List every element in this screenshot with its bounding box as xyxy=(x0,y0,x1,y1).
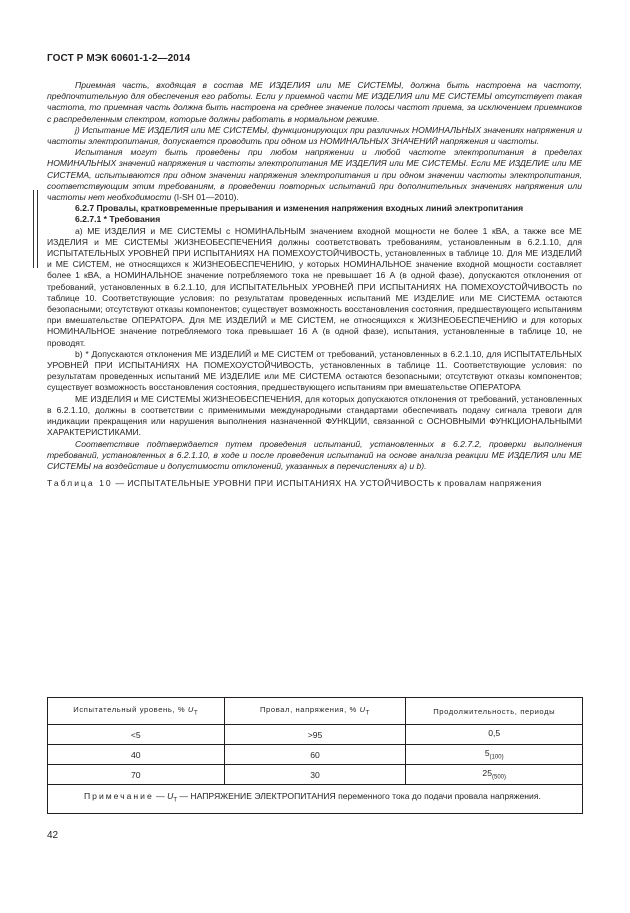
paragraph-receiver: Приемная часть, входящая в состав МЕ ИЗДЕЛИЯ или МЕ СИСТЕМЫ, должна быть настроена на частоту, предпочтительную для обеспечения его работы. Если у приемной части МЕ ИЗДЕЛИЯ или МЕ СИСТЕМЫ отсутствует такая частота, то приемная часть должна быть настроена на среднее значение полосы частот приема, за исключением приемников с распределенным спектром, которые должны работать в нормальном режиме. xyxy=(47,80,582,124)
cell-duration: 0,5 xyxy=(406,725,583,745)
paragraph-compliance: Соответствие подтверждается путем проведения испытаний, установленных в 6.2.7.2, проверки выполнения требований, установленных в 6.2.1.10, в ходе и после проведения испытаний на основе анализа реакции МЕ ИЗДЕЛИЯ или МЕ СИСТЕМЫ на воздействие и допустимости отклонений, указанных в перечислениях а) и b). xyxy=(47,438,582,471)
paragraph-item-j: j) Испытание МЕ ИЗДЕЛИЯ или МЕ СИСТЕМЫ, функционирующих при различных НОМИНАЛЬНЫХ значениях напряжения и частоты электропитания, допускается проводить при одном из НОМИНАЛЬНЫХ ЗНАЧЕНИЙ напряжения и частоты. xyxy=(47,124,582,147)
cell-dip: 30 xyxy=(224,765,406,785)
change-bar-right xyxy=(37,190,38,268)
table-caption-text: — ИСПЫТАТЕЛЬНЫЕ УРОВНИ ПРИ ИСПЫТАНИЯХ НА УСТОЙЧИВОСТЬ к провалам напряжения xyxy=(112,478,542,489)
change-bar-left xyxy=(33,190,34,268)
voltage-dip-table xyxy=(47,697,583,814)
cell-dip: 60 xyxy=(224,745,406,765)
cell-dip: >95 xyxy=(224,725,406,745)
paragraph-tests-voltage-ref: (I-SH 01—2010). xyxy=(171,192,239,203)
cell-level: 70 xyxy=(48,765,225,785)
table-caption xyxy=(47,478,582,489)
table-note-row xyxy=(48,785,583,814)
subsection-heading-6-2-7-1: 6.2.7.1 * Требования xyxy=(75,214,161,225)
column-header-level: Испытательный уровень, % $U_T$ xyxy=(48,698,225,725)
table-header-row xyxy=(48,698,583,725)
column-header-dip: Провал, напряжения, % $U_T$ xyxy=(224,698,406,725)
paragraph-item-a: а) МЕ ИЗДЕЛИЯ и МЕ СИСТЕМЫ с НОМИНАЛЬНЫМ значением входной мощности не более 1 кВА, а также все МЕ ИЗДЕЛИЯ и МЕ СИСТЕМЫ ЖИЗНЕОБЕСПЕЧЕНИЯ должны соответствовать требованиям, установленным в 6.2.1.10, для ИСПЫТАТЕЛЬНЫХ УРОВНЕЙ ПРИ ИСПЫТАНИЯХ НА ПОМЕХОУСТОЙЧИВОСТЬ, установленных в таблице 10. Для МЕ ИЗДЕЛИЙ и МЕ СИСТЕМ, не относящихся к ЖИЗНЕОБЕСПЕЧЕНИЮ, у которых НОМИНАЛЬНОЕ значение входной мощности составляет более 1 кВА, а НОМИНАЛЬНОЕ значение потребляемого тока не превышает 16 А (в одной фазе), допускаются отклонения от требований, установленных в 6.2.1.10, для ИСПЫТАТЕЛЬНЫХ УРОВНЕЙ ПРИ ИСПЫТАНИЯХ НА ПОМЕХОУСТОЙЧИВОСТЬ по таблице 10. Соответствующие условия: по результатам проведенных испытаний МЕ ИЗДЕЛИЕ или МЕ СИСТЕМА остаются безопасными; отсутствуют отказы компонентов; существует возможность восстановления состояния, предшествующего испытаниям при вмешательстве ОПЕРАТОРА. Для МЕ ИЗДЕЛИЙ и МЕ СИСТЕМ, не относящихся к ЖИЗНЕОБЕСПЕЧЕНИЮ и для которых НОМИНАЛЬНОЕ значение потребляемого тока превышает 16 А (в одной фазе), испытания, установленные в таблице 10, не проводят. xyxy=(47,225,582,348)
table-note: Примечание — $U_T$ — НАПРЯЖЕНИЕ ЭЛЕКТРОПИТАНИЯ переменного тока до подачи провала напряжения. xyxy=(48,785,583,814)
paragraph-life-support: МЕ ИЗДЕЛИЯ и МЕ СИСТЕМЫ ЖИЗНЕОБЕСПЕЧЕНИЯ, для которых допускаются отклонения от требований, установленных в 6.2.1.10, должны в соответствии с применимыми международными стандартами обеспечивать подачу сигнала тревоги для индикации прекращения или нарушения выполнения назначенной ФУНКЦИИ, связанной с ОСНОВНЫМИ ФУНКЦИОНАЛЬНЫМИ ХАРАКТЕРИСТИКАМИ. xyxy=(47,393,582,438)
cell-duration: $5_{(100)}$ xyxy=(406,745,583,765)
cell-duration: $25_{(500)}$ xyxy=(406,765,583,785)
column-header-duration: Продолжительность, периоды xyxy=(406,698,583,725)
paragraph-tests-voltage xyxy=(47,147,582,203)
table-row xyxy=(48,765,583,785)
table-row xyxy=(48,745,583,765)
cell-level: <5 xyxy=(48,725,225,745)
paragraph-tests-voltage-text: Испытания могут быть проведены при любом напряжении и любой частоте электропитания в пределах НОМИНАЛЬНЫХ значений напряжения и частоты электропитания МЕ ИЗДЕЛИЯ или МЕ СИСТЕМЫ. Если МЕ ИЗДЕЛИЕ или МЕ СИСТЕМА, испытываются при одном значении напряжения электропитания и при одном значении частоты электропитания, соответствующим этим требованиям, в проведении повторных испытаний при дополнительных значениях напряжения или частоты нет необходимости xyxy=(47,147,582,203)
section-heading-6-2-7: 6.2.7 Провалы, кратковременные прерывания и изменения напряжения входных линий электропитания xyxy=(75,203,524,214)
document-header: ГОСТ Р МЭК 60601-1-2—2014 xyxy=(47,53,191,64)
page-number: 42 xyxy=(47,830,59,841)
cell-level: 40 xyxy=(48,745,225,765)
paragraph-item-b: b) * Допускаются отклонения МЕ ИЗДЕЛИЙ и МЕ СИСТЕМ от требований, установленных в 6.2.1.10, для ИСПЫТАТЕЛЬНЫХ УРОВНЕЙ ПРИ ИСПЫТАНИЯХ НА ПОМЕХОУСТОЙЧИВОСТЬ, установленных в таблице 11. Соответствующие условия: по результатам проведенных испытаний МЕ ИЗДЕЛИЕ или МЕ СИСТЕМА остаются безопасными; отсутствуют отказы компонентов; существует возможность восстановления состояния, предшествующего испытаниям при вмешательстве ОПЕРАТОРА xyxy=(47,348,582,393)
table-caption-label: Таблица 10 xyxy=(47,478,113,489)
table-row xyxy=(48,725,583,745)
body-text xyxy=(47,80,582,489)
